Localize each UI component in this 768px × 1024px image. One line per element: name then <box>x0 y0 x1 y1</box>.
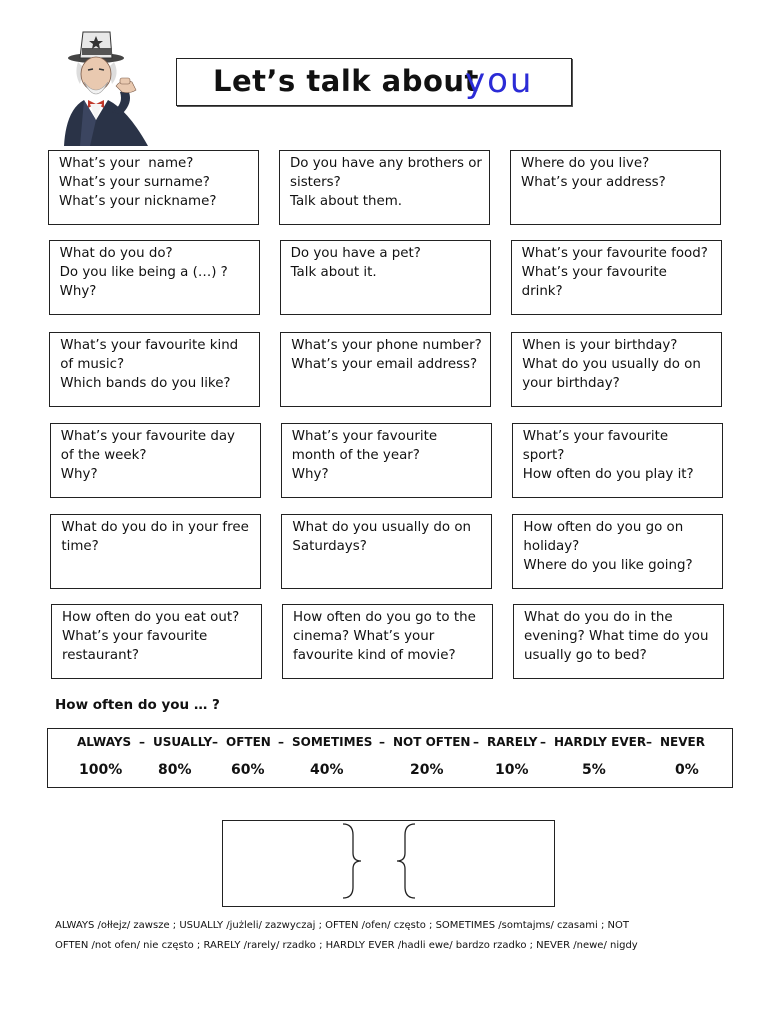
question-line: What’s your favourite kind <box>60 338 239 353</box>
freq-pct-10: 10% <box>495 762 529 778</box>
question-line: How often do you go on <box>523 520 684 535</box>
question-line: What’s your favourite <box>522 429 669 444</box>
question-line: Where do you live? <box>521 156 650 171</box>
freq-word-rarely: RARELY <box>487 735 538 749</box>
uncle-sam-illustration <box>50 28 158 146</box>
question-line: What do you usually do on <box>292 520 472 535</box>
freq-word-always: ALWAYS <box>77 735 132 749</box>
question-line: Where do you like going? <box>523 558 693 573</box>
question-line: What’s your favourite day <box>60 429 235 444</box>
question-box <box>511 240 722 315</box>
question-box <box>279 150 490 225</box>
freq-pct-80: 80% <box>158 762 192 778</box>
question-box <box>280 332 491 407</box>
question-line: Why? <box>291 467 329 482</box>
freq-word-hardly-ever: HARDLY EVER <box>554 735 647 749</box>
question-line: What’s your favourite <box>62 629 208 644</box>
freq-dash: – <box>473 735 479 749</box>
question-box <box>49 332 260 407</box>
freq-pct-60: 60% <box>231 762 265 778</box>
freq-pct-5: 5% <box>582 762 606 778</box>
question-box <box>48 150 259 225</box>
glossary <box>55 916 735 956</box>
question-line: What do you do in your free <box>61 520 249 535</box>
freq-word-sometimes: SOMETIMES <box>292 735 373 749</box>
answer-bracket-box <box>222 820 555 907</box>
question-line: Why? <box>60 467 98 482</box>
question-line: sport? <box>522 448 565 463</box>
question-line: What’s your surname? <box>59 175 210 190</box>
question-line: usually go to bed? <box>524 648 647 663</box>
freq-dash: – <box>646 735 652 749</box>
question-box <box>50 514 261 589</box>
question-line: time? <box>61 539 99 554</box>
freq-word-never: NEVER <box>660 735 705 749</box>
question-box <box>282 604 493 679</box>
question-line: evening? What time do you <box>524 629 709 644</box>
question-line: Saturdays? <box>292 539 367 554</box>
question-line: drink? <box>521 284 563 299</box>
question-line: How often do you eat out? <box>62 610 240 625</box>
question-line: What’s your favourite food? <box>521 246 708 261</box>
question-line: month of the year? <box>291 448 420 463</box>
question-line: How often do you go to the <box>293 610 476 625</box>
freq-word-often: OFTEN <box>226 735 271 749</box>
question-line: What do you do? <box>59 246 173 261</box>
question-line: What’s your nickname? <box>59 194 217 209</box>
frequency-heading: How often do you … ? <box>55 697 220 713</box>
question-line: of the week? <box>60 448 147 463</box>
question-line: Talk about it. <box>290 265 377 280</box>
question-line: Which bands do you like? <box>60 376 231 391</box>
question-line: How often do you play it? <box>522 467 694 482</box>
freq-pct-0: 0% <box>675 762 699 778</box>
freq-word-not-often: NOT OFTEN <box>393 735 471 749</box>
question-box <box>511 332 722 407</box>
question-box <box>513 604 724 679</box>
question-line: Talk about them. <box>290 194 403 209</box>
question-box <box>512 514 723 589</box>
question-line: What do you usually do on <box>522 357 701 372</box>
question-line: What’s your email address? <box>291 357 478 372</box>
freq-pct-100: 100% <box>79 762 123 778</box>
question-line: your birthday? <box>522 376 620 391</box>
question-line: Do you have any brothers or <box>290 156 482 171</box>
question-line: What’s your phone number? <box>291 338 482 353</box>
question-line: What’s your address? <box>521 175 666 190</box>
glossary-line: ALWAYS /ołłejz/ zawsze ; USUALLY /jużleli/ zazwyczaj ; OFTEN /ofen/ często ; SOMETIMES /somtajms/ czasami ; NOT <box>55 920 629 931</box>
question-line: cinema? What’s your <box>293 629 435 644</box>
freq-dash: – <box>212 735 218 749</box>
freq-dash: – <box>278 735 284 749</box>
question-box <box>281 514 492 589</box>
question-box <box>281 423 492 498</box>
question-line: Why? <box>59 284 97 299</box>
frequency-box <box>47 728 733 788</box>
freq-dash: – <box>379 735 385 749</box>
question-box <box>50 423 261 498</box>
question-line: What’s your favourite <box>521 265 667 280</box>
question-line: What’s your name? <box>59 156 194 171</box>
freq-word-usually: USUALLY <box>153 735 213 749</box>
question-box <box>280 240 491 315</box>
freq-dash: – <box>540 735 546 749</box>
page-title: Let’s talk about <box>213 64 479 98</box>
question-line: Do you like being a (…) ? <box>59 265 228 280</box>
question-line: What’s your favourite <box>291 429 438 444</box>
question-line: Do you have a pet? <box>290 246 421 261</box>
glossary-line: OFTEN /not ofen/ nie często ; RARELY /rarely/ rzadko ; HARDLY EVER /hadli ewe/ bardzo rzadko ; NEVER /newe/ nigdy <box>55 940 638 951</box>
freq-dash: – <box>139 735 145 749</box>
question-line: What do you do in the <box>524 610 673 625</box>
question-line: favourite kind of movie? <box>293 648 456 663</box>
freq-pct-40: 40% <box>310 762 344 778</box>
question-line: of music? <box>60 357 125 372</box>
title-box <box>176 58 572 106</box>
page-title-you: you <box>465 61 534 101</box>
question-box <box>512 423 723 498</box>
question-box <box>51 604 262 679</box>
question-box <box>510 150 721 225</box>
question-box <box>49 240 260 315</box>
question-line: sisters? <box>290 175 341 190</box>
freq-pct-20: 20% <box>410 762 444 778</box>
curly-brackets <box>223 821 554 906</box>
question-line: restaurant? <box>62 648 139 663</box>
question-line: holiday? <box>523 539 580 554</box>
question-line: When is your birthday? <box>522 338 678 353</box>
